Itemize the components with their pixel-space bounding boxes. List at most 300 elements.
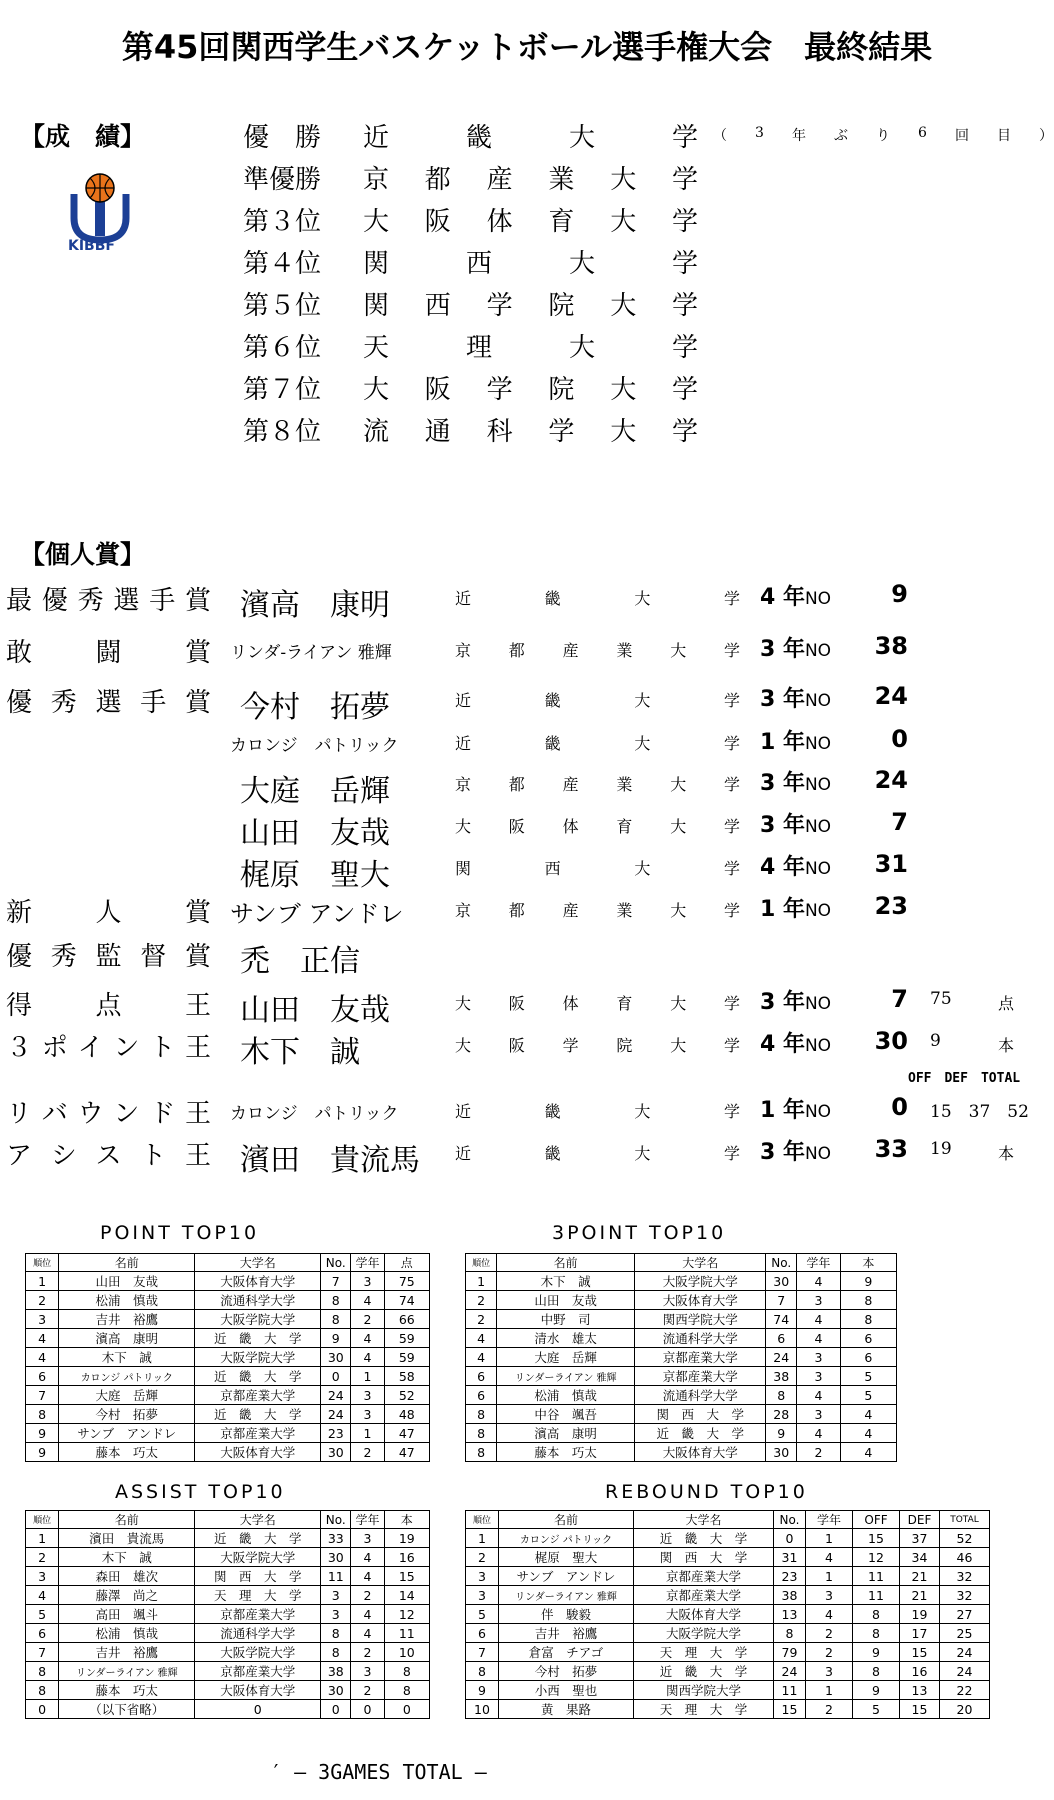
table-cell: 8 [26, 1405, 59, 1424]
award-no-prefix: NO [804, 641, 832, 661]
table-cell: 21 [900, 1586, 940, 1605]
award-univ-text-char: 学 [723, 994, 740, 1013]
three-point-top10-table [465, 1253, 897, 1462]
ranking-note-text-char: 回 [954, 128, 969, 144]
award-title-text-char: 賞 [184, 638, 211, 668]
table-cell: 2 [351, 1586, 384, 1605]
award-univ-text-char: 産 [562, 901, 579, 920]
table-cell: 近 畿 大 学 [195, 1367, 321, 1386]
award-year-value: 3 年 [760, 813, 805, 838]
ranking-univ [363, 369, 698, 406]
award-univ-text-char: 関 [455, 859, 472, 878]
award-winner-name: 今村 拓夢 [240, 690, 390, 725]
award-title-text-char: イ [77, 1033, 104, 1063]
table-row [466, 1272, 897, 1291]
table-cell: 天 理 大 学 [634, 1700, 774, 1719]
table-cell: 79 [774, 1643, 806, 1662]
award-title-text [6, 682, 211, 719]
award-title-text-char: ン [113, 1099, 140, 1129]
table-cell: 31 [774, 1548, 806, 1567]
table-cell: 7 [26, 1643, 59, 1662]
award-univ [455, 688, 740, 711]
table-cell: 74 [766, 1310, 797, 1329]
table-cell: 7 [26, 1386, 59, 1405]
table-cell: 59 [384, 1348, 429, 1367]
award-univ-text-char: 畿 [544, 589, 561, 608]
table-row [466, 1700, 990, 1719]
award-univ-text-char: 京 [455, 901, 472, 920]
award-title-text-char: 賞 [184, 898, 211, 928]
table-row [466, 1348, 897, 1367]
table-cell: 京都産業大学 [634, 1567, 774, 1586]
table-row [26, 1662, 430, 1681]
table-cell: 4 [466, 1329, 497, 1348]
table-cell: 大阪体育大学 [195, 1272, 321, 1291]
table-cell: 30 [321, 1348, 351, 1367]
table-row [26, 1443, 430, 1462]
table-cell: 大庭 岳輝 [497, 1348, 635, 1367]
table-cell: 4 [806, 1605, 853, 1624]
award-number: 9 [891, 580, 908, 608]
table-cell: 4 [351, 1605, 384, 1624]
award-year-value: 4 年 [760, 855, 805, 880]
ranking-place: 第７位 [243, 375, 322, 405]
award-title-text-char: 闘 [95, 638, 122, 668]
table-cell: 2 [351, 1681, 384, 1700]
award-univ-text-char: 京 [455, 641, 472, 660]
award-univ-text-char: 大 [670, 775, 687, 794]
table-cell: 松浦 慎哉 [59, 1624, 195, 1643]
table-cell: 高田 颯斗 [59, 1605, 195, 1624]
table-cell: 6 [766, 1329, 797, 1348]
table-cell: 24 [774, 1662, 806, 1681]
table-cell: 24 [321, 1405, 351, 1424]
award-stat: 75 [930, 989, 952, 1009]
ranking-univ-text-char: 近 [363, 123, 390, 153]
ranking-row [243, 117, 1053, 153]
table-cell: 濱高 康明 [59, 1329, 195, 1348]
table-cell: 2 [351, 1310, 384, 1329]
award-title-text-char: 秀 [77, 586, 104, 616]
table-cell: 6 [466, 1386, 497, 1405]
column-header: DEF [900, 1511, 940, 1529]
column-header: 本 [384, 1511, 429, 1529]
table-cell: 6 [466, 1624, 499, 1643]
column-header: 順位 [26, 1254, 59, 1272]
award-univ-text-char: 大 [670, 994, 687, 1013]
table-row [466, 1443, 897, 1462]
award-title [6, 1093, 211, 1130]
rebound-top10-table [465, 1510, 990, 1719]
table-cell: 流通科学大学 [635, 1386, 766, 1405]
ranking-univ-text-char: 天 [363, 333, 390, 363]
award-title [6, 580, 211, 617]
table-cell: 3 [351, 1386, 384, 1405]
table-cell: 5 [26, 1605, 59, 1624]
ranking-univ-text-char: 理 [465, 333, 492, 363]
award-title-text-char: 敢 [6, 638, 33, 668]
point-top10-table [25, 1253, 430, 1462]
table-cell: 3 [797, 1405, 841, 1424]
table-cell: 30 [321, 1443, 351, 1462]
award-univ [455, 772, 740, 795]
award-title-text-char: 得 [6, 991, 33, 1021]
award-title-text [6, 892, 211, 929]
award-winner-name: 梶原 聖大 [240, 858, 390, 893]
ranking-row [243, 369, 698, 403]
award-number: 38 [874, 632, 908, 660]
table-cell: 14 [384, 1586, 429, 1605]
table-row [466, 1405, 897, 1424]
table-cell: 木下 誠 [59, 1348, 195, 1367]
table-cell: 2 [466, 1548, 499, 1567]
table-cell: 48 [384, 1405, 429, 1424]
award-univ-text-char: 学 [723, 901, 740, 920]
column-header: 順位 [466, 1511, 499, 1529]
ranking-place: 優 勝 [243, 123, 322, 153]
table-cell: 流通科学大学 [195, 1624, 321, 1643]
column-header: No. [321, 1254, 351, 1272]
award-univ-text-char: 畿 [544, 691, 561, 710]
ranking-row [243, 327, 698, 361]
table-row [26, 1272, 430, 1291]
table-cell: 倉富 チアゴ [499, 1643, 634, 1662]
table-cell: 黄 果路 [499, 1700, 634, 1719]
ranking-univ-text [363, 159, 698, 196]
award-univ-text-char: 学 [723, 734, 740, 753]
table-cell: 濱田 貴流馬 [59, 1529, 195, 1548]
column-header: 名前 [499, 1511, 634, 1529]
award-row [0, 850, 1054, 893]
table-row [26, 1586, 430, 1605]
table-row [26, 1529, 430, 1548]
award-univ-text-char: 大 [670, 901, 687, 920]
table-cell: 8 [321, 1310, 351, 1329]
award-winner-name: カロンジ パトリック [230, 736, 399, 756]
award-title-text-char: 秀 [50, 688, 77, 718]
award-univ-text-char: 都 [508, 901, 525, 920]
award-winner-name: リンダ-ライアン 雅輝 [230, 643, 392, 663]
award-univ-text-char: 学 [562, 1036, 579, 1055]
award-row [0, 1135, 1054, 1178]
award-row [0, 892, 1054, 932]
table-cell: 13 [774, 1605, 806, 1624]
table-row [26, 1386, 430, 1405]
award-title-text-char: 賞 [184, 942, 211, 972]
award-year-value: 3 年 [760, 990, 805, 1015]
table-cell: 大阪学院大学 [635, 1272, 766, 1291]
ranking-univ-text-char: 流 [363, 417, 390, 447]
ranking-univ-text [363, 411, 698, 448]
award-number: 33 [874, 1135, 908, 1163]
table-cell: 4 [351, 1624, 384, 1643]
ranking-row [243, 243, 698, 277]
table-cell: 10 [466, 1700, 499, 1719]
ranking-univ-text-char: 大 [610, 417, 637, 447]
table-row [26, 1681, 430, 1700]
award-univ-text-char: 育 [616, 994, 633, 1013]
award-title-text [6, 936, 211, 973]
ranking-univ-text [363, 243, 698, 280]
award-number: 0 [891, 1093, 908, 1121]
column-header: 点 [384, 1254, 429, 1272]
award-univ-text-char: 大 [670, 641, 687, 660]
ranking-univ-text-char: 学 [671, 291, 698, 321]
table-cell: 2 [806, 1643, 853, 1662]
award-title [6, 682, 211, 719]
award-title-text-char: 監 [95, 942, 122, 972]
award-no-prefix: NO [804, 901, 832, 921]
rebound-top10-caption: REBOUND TOP10 [605, 1481, 808, 1503]
award-winner-name: 山田 友哉 [240, 993, 390, 1028]
table-cell: 京都産業大学 [635, 1367, 766, 1386]
table-cell: 21 [900, 1567, 940, 1586]
award-number: 7 [891, 808, 908, 836]
table-cell: 24 [766, 1348, 797, 1367]
award-no-prefix: NO [804, 589, 832, 609]
table-cell: 15 [853, 1529, 900, 1548]
table-cell: 8 [321, 1291, 351, 1310]
table-cell: 30 [321, 1681, 351, 1700]
award-year [760, 1027, 831, 1058]
table-row [466, 1386, 897, 1405]
ranking-row [243, 201, 698, 235]
table-cell: 8 [384, 1662, 429, 1681]
award-row [0, 936, 1054, 979]
table-cell: 8 [384, 1681, 429, 1700]
table-cell: 37 [900, 1529, 940, 1548]
results-heading: 【成 績】 [20, 122, 146, 151]
award-unit: 点 [998, 994, 1015, 1013]
table-cell: 6 [26, 1624, 59, 1643]
table-cell: 7 [321, 1272, 351, 1291]
ranking-note-text [713, 125, 1053, 145]
award-univ [455, 638, 740, 661]
table-cell: 4 [797, 1424, 841, 1443]
award-year [760, 580, 831, 611]
award-year-value: 3 年 [760, 687, 805, 712]
table-row [466, 1567, 990, 1586]
table-cell: 4 [351, 1291, 384, 1310]
table-cell: 京都産業大学 [195, 1605, 321, 1624]
award-title-text-char: 人 [95, 898, 122, 928]
award-title-text-char: リ [6, 1099, 33, 1129]
table-cell: 11 [774, 1681, 806, 1700]
award-univ [455, 898, 740, 921]
table-cell: 0 [384, 1700, 429, 1719]
table-cell: 38 [321, 1662, 351, 1681]
award-univ-text-char: 大 [634, 1144, 651, 1163]
table-cell: 0 [26, 1700, 59, 1719]
table-row [466, 1291, 897, 1310]
ranking-univ [363, 411, 698, 448]
award-univ-text-char: 西 [544, 859, 561, 878]
award-row [0, 1093, 1054, 1133]
award-title-text-char: ア [6, 1141, 33, 1171]
table-cell: 大庭 岳輝 [59, 1386, 195, 1405]
table-cell: 近 畿 大 学 [195, 1405, 321, 1424]
table-cell: 8 [853, 1605, 900, 1624]
ranking-univ-text-char: 関 [363, 291, 390, 321]
award-stat: 19 [930, 1139, 952, 1159]
column-header: 順位 [26, 1511, 59, 1529]
ranking-univ-text-char: 大 [610, 291, 637, 321]
award-row [0, 580, 1054, 623]
table-cell: 4 [351, 1348, 384, 1367]
table-cell: 8 [466, 1662, 499, 1681]
award-unit: 本 [998, 1144, 1015, 1163]
table-cell: 4 [26, 1586, 59, 1605]
table-cell: 中谷 颯吾 [497, 1405, 635, 1424]
table-cell: 38 [766, 1367, 797, 1386]
table-cell: 8 [840, 1291, 896, 1310]
ranking-univ-text-char: 科 [486, 417, 513, 447]
table-row [466, 1605, 990, 1624]
ranking-note [713, 125, 1053, 145]
ranking-univ-text-char: 業 [548, 165, 575, 195]
table-cell: 8 [321, 1624, 351, 1643]
ranking-univ-text-char: 大 [610, 375, 637, 405]
award-univ [455, 814, 740, 837]
column-header: No. [766, 1254, 797, 1272]
table-cell: 19 [900, 1605, 940, 1624]
ranking-univ [363, 285, 698, 322]
award-no-prefix: NO [804, 691, 832, 711]
table-cell: 木下 誠 [497, 1272, 635, 1291]
award-year [760, 985, 831, 1016]
award-no-prefix: NO [804, 1102, 832, 1122]
ranking-univ-text-char: 大 [568, 123, 595, 153]
award-univ [455, 856, 740, 879]
table-cell: 今村 拓夢 [499, 1662, 634, 1681]
award-univ [455, 1099, 740, 1122]
table-cell: 15 [900, 1700, 940, 1719]
table-cell: 9 [840, 1272, 896, 1291]
ranking-univ-text-char: 大 [363, 207, 390, 237]
ranking-place: 第５位 [243, 291, 322, 321]
award-year-value: 3 年 [760, 637, 805, 662]
table-row [26, 1700, 430, 1719]
ranking-univ-text [363, 285, 698, 322]
award-title-text-char: ３ [6, 1033, 33, 1063]
ranking-univ-text-char: 院 [548, 291, 575, 321]
table-cell: 5 [840, 1367, 896, 1386]
award-row [0, 682, 1054, 725]
table-cell: 1 [806, 1529, 853, 1548]
award-univ-text-char: 産 [562, 641, 579, 660]
table-cell: 10 [384, 1643, 429, 1662]
ranking-univ-text-char: 阪 [424, 207, 451, 237]
table-cell: 京都産業大学 [195, 1424, 321, 1443]
ranking-univ-text-char: 関 [363, 249, 390, 279]
award-univ-text [455, 1099, 740, 1122]
table-cell: 19 [384, 1529, 429, 1548]
table-cell: 今村 拓夢 [59, 1405, 195, 1424]
award-univ-text-char: 院 [616, 1036, 633, 1055]
table-cell: 20 [940, 1700, 990, 1719]
award-univ-text [455, 586, 740, 609]
column-header: No. [774, 1511, 806, 1529]
award-title [6, 1135, 211, 1172]
rebound-header: OFF DEF TOTAL [908, 1071, 1021, 1086]
table-cell: 0 [321, 1367, 351, 1386]
award-univ-text-char: 京 [455, 775, 472, 794]
table-cell: 2 [26, 1548, 59, 1567]
award-univ-text-char: 近 [455, 734, 472, 753]
ranking-note-text-char: 目 [996, 128, 1011, 144]
award-title-text-char: 最 [6, 586, 33, 616]
award-title [6, 892, 211, 929]
table-cell: 8 [466, 1405, 497, 1424]
award-year-value: 1 年 [760, 897, 805, 922]
award-title [6, 985, 211, 1022]
ranking-note-text-char: り [875, 128, 890, 144]
table-cell: 4 [351, 1567, 384, 1586]
award-title-text-char: ト [149, 1033, 176, 1063]
table-cell: 3 [26, 1567, 59, 1586]
column-header: 名前 [59, 1511, 195, 1529]
ranking-note-text-char: 6 [918, 125, 927, 141]
table-cell: 大阪体育大学 [634, 1605, 774, 1624]
table-cell: 30 [321, 1548, 351, 1567]
ranking-note-text-char: （ [713, 128, 727, 144]
award-univ-text-char: 大 [634, 691, 651, 710]
table-cell: 2 [26, 1291, 59, 1310]
ranking-univ-text-char: 西 [465, 249, 492, 279]
ranking-place: 第８位 [243, 417, 322, 447]
table-cell: 1 [466, 1272, 497, 1291]
column-header: 学年 [797, 1254, 841, 1272]
award-number: 30 [874, 1027, 908, 1055]
award-univ-text-char: 学 [723, 1036, 740, 1055]
ranking-univ-text-char: 学 [486, 375, 513, 405]
table-cell: 松浦 慎哉 [59, 1291, 195, 1310]
ranking-univ-text [363, 327, 698, 364]
table-row [26, 1624, 430, 1643]
table-cell: 6 [26, 1367, 59, 1386]
assist-top10-caption: ASSIST TOP10 [115, 1481, 286, 1503]
table-cell: 22 [940, 1681, 990, 1700]
award-univ-text-char: 体 [562, 817, 579, 836]
award-univ-text-char: 阪 [508, 1036, 525, 1055]
award-univ-text-char: 学 [723, 641, 740, 660]
table-row [26, 1310, 430, 1329]
ranking-univ-text-char: 体 [486, 207, 513, 237]
award-univ-text-char: 阪 [508, 817, 525, 836]
table-row [466, 1662, 990, 1681]
ranking-univ-text-char: 学 [671, 165, 698, 195]
table-cell: 濱高 康明 [497, 1424, 635, 1443]
table-cell: カロンジ パトリック [499, 1529, 634, 1548]
table-cell: 京都産業大学 [195, 1662, 321, 1681]
award-winner-name: 大庭 岳輝 [240, 774, 390, 809]
column-header: TOTAL [940, 1511, 990, 1529]
table-cell: （以下省略） [59, 1700, 195, 1719]
ranking-note-text-char: 3 [755, 125, 764, 141]
award-no-prefix: NO [804, 1144, 832, 1164]
table-cell: 9 [26, 1443, 59, 1462]
table-cell: リンダーライアン 雅輝 [59, 1662, 195, 1681]
table-cell: 森田 雄次 [59, 1567, 195, 1586]
award-title-text-char: ン [113, 1033, 140, 1063]
award-univ-text-char: 育 [616, 817, 633, 836]
table-cell: 5 [840, 1386, 896, 1405]
table-cell: 4 [797, 1310, 841, 1329]
ranking-univ [363, 243, 698, 280]
table-cell: 2 [351, 1443, 384, 1462]
table-cell: 3 [806, 1586, 853, 1605]
award-univ-text-char: 大 [455, 994, 472, 1013]
